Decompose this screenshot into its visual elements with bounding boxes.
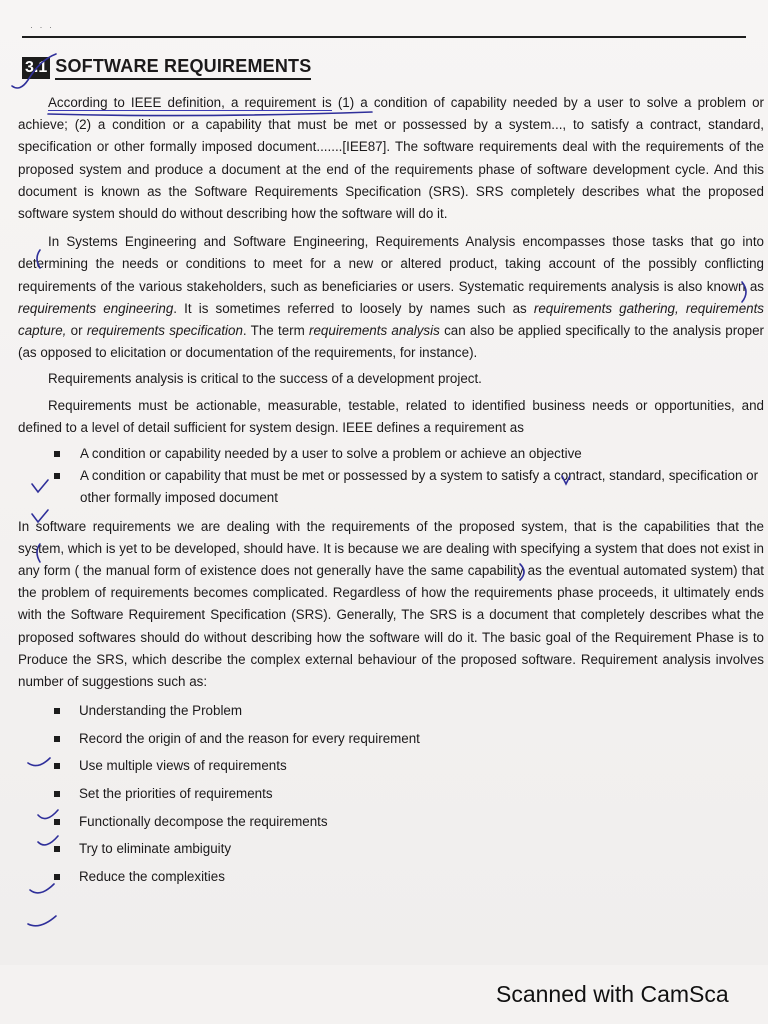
running-header-fragment: · · · [30,22,54,32]
list-item: Use multiple views of requirements [18,752,764,780]
italic-term: requirements specification [86,323,243,339]
list-item: A condition or capability needed by a user to solve a problem or achieve an objective [18,443,764,465]
list-item: Understanding the Problem [18,697,764,725]
italic-term: requirements analysis [309,323,440,339]
italic-term: requirements engineering [18,300,174,316]
section-number: 3.1 [22,57,50,79]
paragraph-requirements-analysis [18,231,764,364]
suggestions-list [18,697,764,890]
paragraph-text: In Systems Engineering and Software Engineering, Requirements Analysis encompasses those tasks that go into determining the needs or conditions to meet for a new or altered product, taking account of the possibly conflicting requirements of the various stakeholders, such as beneficiaries or users. Systematic requirements analysis is also known as [18,234,764,294]
list-item: Functionally decompose the requirements [18,808,764,836]
section-heading [22,55,311,80]
pen-check-mark [28,916,56,926]
list-item: Set the priorities of requirements [18,780,764,808]
camscanner-watermark: Scanned with CamSca [496,981,729,1007]
header-rule [22,36,746,38]
list-item: A condition or capability that must be met or possessed by a system to satisfy a contract, standard, specification or other formally imposed document [18,465,764,509]
paragraph-software-requirements: In software requirements we are dealing with the requirements of the proposed system, that is the capabilities that the system, which is yet to be developed, should have. It is because we are dealing with specifying a system that does not exist in any form ( the manual form of existence does not generally have the same capability as the eventual automated system) that the problem of requirements becomes complicated. Regardless of how the requirements phase proceeds, it ultimately ends with the Software Requirement Specification (SRS). Generally, The SRS is a document that completely describes what the proposed softwares should do without describing how the software will do it. The basic goal of the Requirement Phase is to Produce the SRS, which describe the complex external behaviour of the proposed software. Requirement analysis involves number of suggestions such as: [18,518,764,690]
paragraph-text: . It is sometimes referred to loosely by names such as [173,300,534,316]
paragraph-text: or [66,323,87,339]
ieee-definition-list [18,443,764,510]
paragraph-ieee-definition [18,92,764,225]
list-item: Reduce the complexities [18,863,764,891]
italic-term: requirements gathering, requirements capture, [18,300,765,339]
list-item: Record the origin of and the reason for every requirement [18,725,764,753]
body-text [18,92,764,896]
paragraph-text: (1) a condition of capability needed by a user to solve a problem or achieve; (2) a condition or a capability that must be met or possessed by a system..., to satisfy a contract, standard, specification or other formally imposed document.......[IEE87]. The software requirements deal with the requirements of the proposed system and produce a document at the end of the requirements phase of software development cycle. And this document is known as the Software Requirements Specification (SRS). SRS completely describes what the proposed software system should do without describing how the software will do it. [18,95,764,222]
paragraph-text: can also be applied specifically to the analysis proper (as opposed to elicitation or documentation of the requirements, for instance). [18,323,764,361]
list-item: Try to eliminate ambiguity [18,835,764,863]
paragraph-actionable: Requirements must be actionable, measurable, testable, related to identified business needs or opportunities, and defined to a level of detail sufficient for system design. IEEE defines a requirement as [18,397,764,435]
paragraph-critical: Requirements analysis is critical to the success of a development project. [48,371,482,387]
paragraph-text: . The term [242,323,310,339]
underlined-phrase: According to IEEE definition, a requirement is [48,95,332,110]
section-title: SOFTWARE REQUIREMENTS [55,55,311,80]
